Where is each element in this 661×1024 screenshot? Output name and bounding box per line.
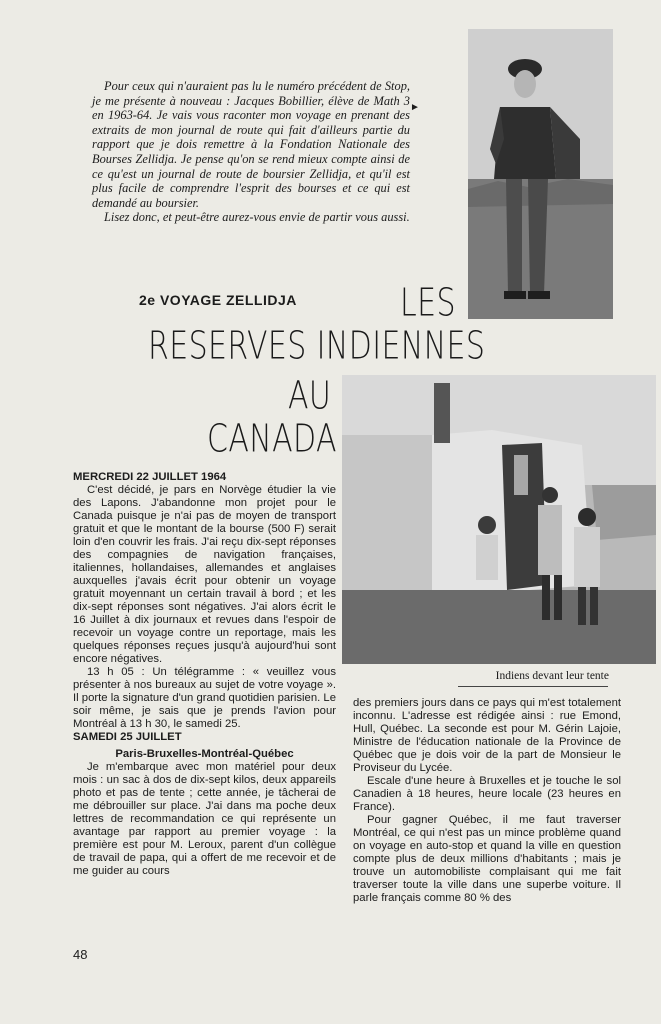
photo-indiens-tente xyxy=(342,375,656,664)
route-subheading: Paris-Bruxelles-Montréal-Québec xyxy=(115,748,294,760)
column2-paragraph-2: Escale d'une heure à Bruxelles et je touche le sol Canadien à 18 heures, heure locale (23 heures en France). xyxy=(353,775,621,813)
date-heading-1: MERCREDI 22 JUILLET 1964 xyxy=(73,471,227,483)
column2-paragraph-3: Pour gagner Québec, il me faut traverser Montréal, ce qui n'est pas un mince problème quand on voyage en auto-stop et quand la ville en question compte plus de deux millions d'habitants ; mais je trouve un automobiliste complaisant qui me fait traverser toute la ville dans une superbe voiture. Il parle français comme 80 % des xyxy=(353,814,621,904)
date-heading-2: SAMEDI 25 JUILLET xyxy=(73,731,182,743)
column1-paragraph-1: C'est décidé, je pars en Norvège étudier la vie des Lapons. J'abandonne mon projet pour le Canada puisque je n'ai pas de moyen de transport gratuit et que le montant de la bourse (500 F) serait loin d'en couvrir les frais. J'ai reçu dix-sept réponses des compagnies de navigation françaises, italiennes, hollandaises, allemandes et anglaises auxquelles j'avais écrit pour obtenir un voyage gratuit moyennant un certain travail à bord ; et les dix-sept réponses sont négatives. J'ai alors écrit le 16 Juillet à dix journaux et revues dans l'espoir de recevoir un voyage contre un reportage, mais les quelques réponses reçues jusqu'à aujourd'hui sont encore négatives. xyxy=(73,484,336,665)
photo-boursier xyxy=(468,29,613,319)
article-column-2 xyxy=(353,697,621,905)
column1-paragraph-3: Je m'embarque avec mon matériel pour deux mois : un sac à dos de dix-sept kilos, deux appareils photo et pas de tente ; cette année, je tâcherai de me débrouiller sur place. J'ai dans ma poche deux lettres de recommandation ce qui représente un avantage par rapport au premier voyage : la première est pour M. Leroux, parent d'un collègue de travail de papa, qui a offert de me recevoir et de me guider au cours xyxy=(73,761,336,877)
intro-text xyxy=(92,79,410,225)
article-column-1 xyxy=(73,471,336,878)
column2-paragraph-1: des premiers jours dans ce pays qui m'est totalement inconnu. L'adresse est rédigée ainsi : rue Emond, Hull, Québec. La seconde est pour M. Gérin Lajoie, Ministre de l'éducation nationale de la Province de Québec que je dois voir de la part de Monsieur le Proviseur du Lycée. xyxy=(353,697,621,774)
article-kicker: 2e VOYAGE ZELLIDJA xyxy=(139,292,297,308)
article-title-line-3: AU xyxy=(288,373,332,419)
intro-paragraph-1: Pour ceux qui n'auraient pas lu le numéro précédent de Stop, je me présente à nouveau : Jacques Bobillier, élève de Math 3 en 1963-64. Je vais vous raconter mon voyage en prenant des extraits de mon journal de route qui fait d'ailleurs partie du rapport que je dois remettre à la Fondation Nationale des Bourses Zellidja. Je pense qu'on se rend mieux compte ainsi de ce qu'est un journal de route de boursier Zellidja, et qu'il est plus facile de comprendre l'esprit des bourses et ce qui est demandé au boursier. xyxy=(92,79,410,210)
page-number: 48 xyxy=(73,947,88,962)
arrow-right-icon: ► xyxy=(410,102,420,113)
intro-paragraph-2: Lisez donc, et peut-être aurez-vous envie de partir vous aussi. xyxy=(104,210,410,225)
caption-divider xyxy=(458,686,608,687)
article-title-line-2: RESERVES INDIENNES xyxy=(148,323,486,369)
photo-caption: Indiens devant leur tente xyxy=(495,670,609,682)
article-title-line-1: LES xyxy=(400,280,456,326)
article-title-line-4: CANADA xyxy=(207,416,337,462)
column1-paragraph-2: 13 h 05 : Un télégramme : « veuillez vous présenter à nos bureaux au sujet de votre voyage ». Il porte la signature d'un grand quotidien parisien. Le soir même, je sais que je prends l'avion pour Montréal à 13 h 30, le samedi 25. xyxy=(73,666,336,730)
